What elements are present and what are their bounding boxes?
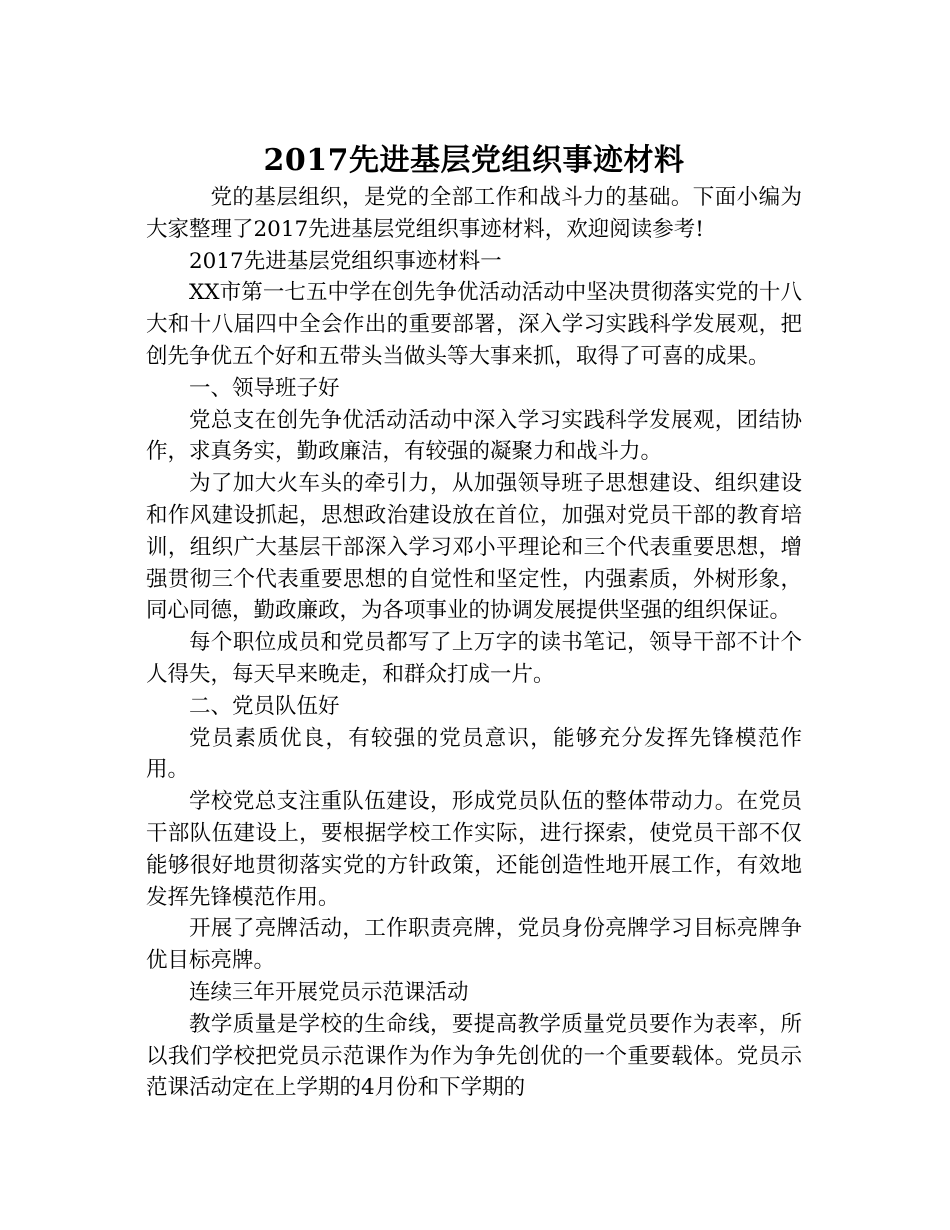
paragraph: 党总支在创先争优活动活动中深入学习实践科学发展观，团结协作，求真务实，勤政廉洁，有较强的凝聚力和战斗力。 <box>146 407 802 465</box>
document-title: 2017先进基层党组织事迹材料 <box>263 143 685 178</box>
section-heading-material-one: 2017先进基层党组织事迹材料一 <box>189 248 502 274</box>
section-heading-leadership: 一、领导班子好 <box>189 375 340 401</box>
paragraph: XX市第一七五中学在创先争优活动活动中坚决贯彻落实党的十八大和十八届四中全会作出的重要部署，深入学习实践科学发展观，把创先争优五个好和五带头当做头等大事来抓，取得了可喜的成果。 <box>146 280 802 369</box>
paragraph: 为了加大火车头的牵引力，从加强领导班子思想建设、组织建设和作风建设抓起，思想政治建设放在首位，加强对党员干部的教育培训，组织广大基层干部深入学习邓小平理论和三个代表重要思想，增强贯彻三个代表重要思想的自觉性和坚定性，内强素质，外树形象，同心同德，勤政廉政，为各项事业的协调发展提供坚强的组织保证。 <box>146 471 802 624</box>
intro-paragraph: 党的基层组织，是党的全部工作和战斗力的基础。下面小编为大家整理了2017先进基层党组织事迹材料，欢迎阅读参考! <box>146 185 802 242</box>
paragraph: 党员素质优良，有较强的党员意识，能够充分发挥先锋模范作用。 <box>146 725 802 783</box>
section-heading-demo-class: 连续三年开展党员示范课活动 <box>189 979 469 1005</box>
paragraph: 开展了亮牌活动，工作职责亮牌，党员身份亮牌学习目标亮牌争优目标亮牌。 <box>146 916 802 974</box>
document-body <box>146 140 802 1104</box>
paragraph: 教学质量是学校的生命线，要提高教学质量党员要作为表率，所以我们学校把党员示范课作为作为争先创优的一个重要载体。党员示范课活动定在上学期的4月份和下学期的 <box>146 1011 802 1101</box>
section-heading-party-members: 二、党员队伍好 <box>189 693 340 719</box>
paragraph: 学校党总支注重队伍建设，形成党员队伍的整体带动力。在党员干部队伍建设上，要根据学校工作实际，进行探索，使党员干部不仅能够很好地贯彻落实党的方针政策，还能创造性地开展工作，有效地发挥先锋模范作用。 <box>146 789 802 910</box>
paragraph: 每个职位成员和党员都写了上万字的读书笔记，领导干部不计个人得失，每天早来晚走，和群众打成一片。 <box>146 630 802 687</box>
